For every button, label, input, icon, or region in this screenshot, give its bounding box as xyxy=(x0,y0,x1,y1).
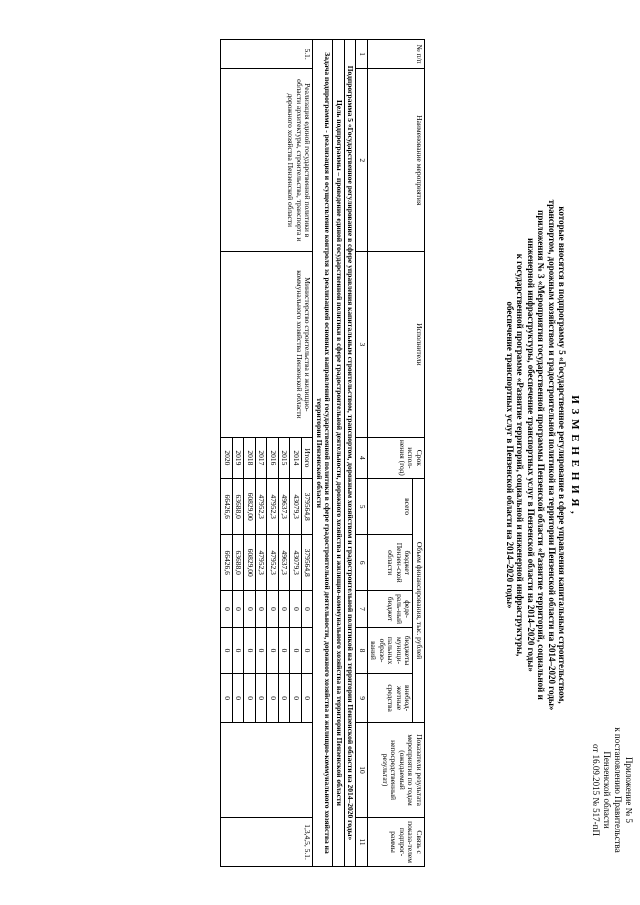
column-number: 7 xyxy=(356,591,368,628)
header-offbudget: внебюд-жетные средства xyxy=(368,674,414,723)
total-cell: 63688,0 xyxy=(233,479,245,535)
appendix-block xyxy=(590,710,634,870)
total-cell: 47952,3 xyxy=(267,479,279,535)
offbudget-cell: 0 xyxy=(256,674,268,723)
year-cell: 2017 xyxy=(256,437,268,478)
title-line: приложения № 3 «Мероприятия государственной программы Пензенской области «Развитие территорий, социальной и xyxy=(536,210,547,700)
regional-cell: 43079,3 xyxy=(290,535,302,591)
table-row xyxy=(302,40,314,867)
column-number: 1 xyxy=(356,40,368,69)
header-municipal: бюджеты муници-пальных образо-ваний xyxy=(368,627,414,673)
header-federal: феде-раль-ный бюджет xyxy=(368,591,414,628)
regional-cell: 47952,3 xyxy=(267,535,279,591)
year-cell: 2016 xyxy=(267,437,279,478)
total-cell: 379564,8 xyxy=(302,479,314,535)
item-name: Реализация единой государственной политики в области архитектуры, строительства, транспорта и дорожного хозяйства Пензенской области xyxy=(221,69,313,252)
municipal-cell: 0 xyxy=(233,627,245,673)
municipal-cell: 0 xyxy=(279,627,291,673)
municipal-cell: 0 xyxy=(302,627,314,673)
title-line: инженерной инфраструктуры, обеспечение транспортных услуг в Пензенской области на 2014–2020 годы» xyxy=(526,238,536,672)
column-number: 8 xyxy=(356,627,368,673)
header-num: № п/п xyxy=(368,40,425,69)
offbudget-cell: 0 xyxy=(302,674,314,723)
municipal-cell: 0 xyxy=(267,627,279,673)
title-heading: И З М Е Н Е Н И Я , xyxy=(569,395,581,515)
offbudget-cell: 0 xyxy=(233,674,245,723)
regional-cell: 60829,00 xyxy=(244,535,256,591)
task-row: Задача подпрограммы - реализация и осуществление контроля за реализацией основных направлений государственной политики в сфере градостроительной деятельности, дорожного хозяйства и жилищно-коммунального хозяйства на территории Пензенской области xyxy=(313,40,333,867)
column-number: 4 xyxy=(356,437,368,478)
document-title xyxy=(505,50,581,860)
column-number: 2 xyxy=(356,69,368,252)
offbudget-cell: 0 xyxy=(290,674,302,723)
municipal-cell: 0 xyxy=(290,627,302,673)
appendix-line: Приложение № 5 xyxy=(624,757,634,823)
year-cell: 2015 xyxy=(279,437,291,478)
regional-cell: 49637,3 xyxy=(279,535,291,591)
year-cell: Итого xyxy=(302,437,314,478)
header-funding: Объем финансирования, тыс. рублей xyxy=(413,479,425,723)
header-total: всего xyxy=(368,479,414,535)
header-name: Наименование мероприятия xyxy=(368,69,425,252)
title-line: обеспечение транспортных услуг в Пензенской области на 2014–2020 годы» xyxy=(505,301,515,609)
column-number: 11 xyxy=(356,818,368,867)
title-line: к государственной программе «Развитие территорий, социальной и инженерной инфраструктуры, xyxy=(515,253,526,657)
header-regional: бюджет Пензен-ской области xyxy=(368,535,414,591)
year-cell: 2019 xyxy=(233,437,245,478)
year-cell: 2014 xyxy=(290,437,302,478)
column-number: 5 xyxy=(356,479,368,535)
federal-cell: 0 xyxy=(233,591,245,628)
regional-cell: 63688,0 xyxy=(233,535,245,591)
year-cell: 2020 xyxy=(221,437,233,478)
regional-cell: 66426,6 xyxy=(221,535,233,591)
measures-table xyxy=(221,39,426,867)
regional-cell: 379564,8 xyxy=(302,535,314,591)
subprogram-row: Подпрограмма 5 «Государственное регулирование в сфере управления капитальным строительством, транспортом, дорожным хозяйством и градостроительной политикой на территории Пензенской области на 2014–2020 годы» xyxy=(345,40,357,867)
header-link: Связь с показа-телем подпрог-раммы xyxy=(368,818,425,867)
item-num: 5.1. xyxy=(221,40,313,69)
total-cell: 66426,6 xyxy=(221,479,233,535)
federal-cell: 0 xyxy=(244,591,256,628)
goal-row: Цель подпрограммы – проведение единой государственной политики в сфере градостроительной деятельности, дорожного хозяйства и жилищно-коммунального хозяйства на территории Пензенской области xyxy=(333,40,345,867)
column-number: 3 xyxy=(356,252,368,437)
column-number: 10 xyxy=(356,722,368,817)
header-term: Срок испол-нения (год) xyxy=(368,437,425,478)
municipal-cell: 0 xyxy=(256,627,268,673)
regional-cell: 47952,3 xyxy=(256,535,268,591)
appendix-line: Пензенской области xyxy=(602,751,612,829)
federal-cell: 0 xyxy=(302,591,314,628)
item-link: 1,3,4,5, 5.1. xyxy=(221,818,313,867)
federal-cell: 0 xyxy=(267,591,279,628)
column-number: 9 xyxy=(356,674,368,723)
header-executor: Исполнители xyxy=(368,252,425,437)
appendix-line: от 16.09.2015 № 517-пП xyxy=(591,744,601,836)
title-line: которые вносятся в подпрограмму 5 «Государственное регулирование в сфере управления капитальным строительством, xyxy=(557,206,568,704)
header-indicators: Показатели результата мероприятия по годам (ожидаемый непосредственный результат) xyxy=(368,722,425,817)
appendix-line: к постановлению Правительства xyxy=(613,727,623,853)
total-cell: 60829,00 xyxy=(244,479,256,535)
total-cell: 43079,3 xyxy=(290,479,302,535)
column-number: 6 xyxy=(356,535,368,591)
federal-cell: 0 xyxy=(279,591,291,628)
municipal-cell: 0 xyxy=(244,627,256,673)
federal-cell: 0 xyxy=(290,591,302,628)
year-cell: 2018 xyxy=(244,437,256,478)
item-indicators xyxy=(221,722,313,817)
offbudget-cell: 0 xyxy=(267,674,279,723)
item-executor: Министерство строительства и жилищно-коммунального хозяйства Пензенской области xyxy=(221,252,313,437)
title-line: транспортом, дорожным хозяйством и градостроительной политикой на территории Пензенской области на 2014–2020 годы» xyxy=(547,199,557,711)
municipal-cell: 0 xyxy=(221,627,233,673)
offbudget-cell: 0 xyxy=(279,674,291,723)
total-cell: 49637,3 xyxy=(279,479,291,535)
federal-cell: 0 xyxy=(256,591,268,628)
total-cell: 47952,3 xyxy=(256,479,268,535)
federal-cell: 0 xyxy=(221,591,233,628)
offbudget-cell: 0 xyxy=(244,674,256,723)
offbudget-cell: 0 xyxy=(221,674,233,723)
